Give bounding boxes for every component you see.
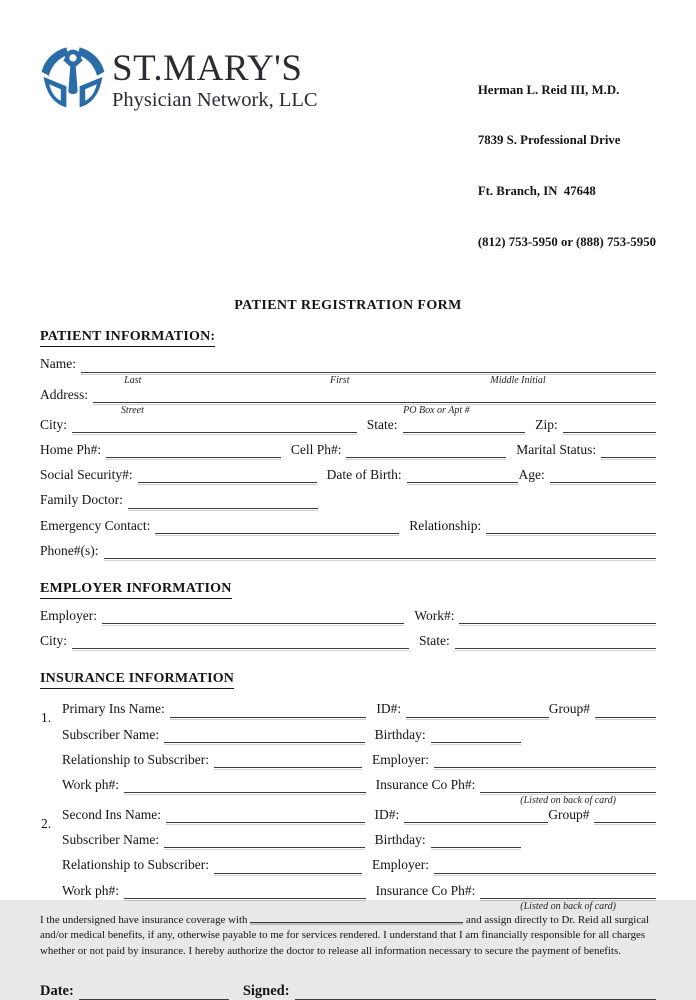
sublabel: Street <box>120 404 144 416</box>
primary-group-label: Group# <box>548 701 591 717</box>
relationship-line-wrap <box>486 533 656 534</box>
brand-subtitle: Physician Network, LLC <box>112 89 318 111</box>
second-relationship-to-subscriber-line[interactable] <box>214 873 362 874</box>
second-relationship-to-subscriber-line-wrap <box>214 873 362 874</box>
employer-line[interactable] <box>102 623 404 624</box>
form-body <box>40 329 656 912</box>
form-row <box>62 701 656 717</box>
signed-label: Signed: <box>242 983 290 1000</box>
employer-line-wrap <box>102 623 404 624</box>
employer-state-line[interactable] <box>455 648 656 649</box>
list-number: 1. <box>41 710 52 726</box>
insurance-block-2 <box>40 807 656 912</box>
primary-ins-name-line[interactable] <box>170 717 367 718</box>
second-insurance-co-phone-line-wrap <box>480 898 656 912</box>
form-row <box>40 492 656 508</box>
primary-id-line[interactable] <box>406 717 549 718</box>
second-insurance-co-phone-label: Insurance Co Ph#: <box>375 882 476 898</box>
relationship-label: Relationship: <box>409 517 482 533</box>
emergency-contact-line[interactable] <box>155 533 399 534</box>
social-security-line-wrap <box>138 482 317 483</box>
home-phone-label: Home Ph#: <box>40 442 102 458</box>
page-header <box>40 40 656 284</box>
age-line-wrap <box>550 482 656 483</box>
primary-employer-line-wrap <box>434 767 656 768</box>
date-label: Date: <box>40 983 74 1000</box>
primary-group-line-wrap <box>595 717 656 718</box>
form-row <box>40 608 656 624</box>
address-line[interactable] <box>93 402 656 403</box>
primary-id-label: ID#: <box>376 701 402 717</box>
form-row <box>40 417 656 433</box>
second-subscriber-name-line[interactable] <box>164 847 365 848</box>
primary-work-phone-label: Work ph#: <box>62 776 120 792</box>
second-work-phone-line-wrap <box>124 898 366 899</box>
sublabel: (Listed on back of card) <box>520 900 617 912</box>
form-row <box>40 467 656 483</box>
cell-phone-line-wrap <box>346 457 506 458</box>
form-row <box>40 633 656 649</box>
insurance-block-1 <box>40 701 656 807</box>
second-subscriber-name-line-wrap <box>164 847 365 848</box>
second-work-phone-label: Work ph#: <box>62 882 120 898</box>
primary-work-phone-line[interactable] <box>124 792 366 793</box>
primary-insurance-co-phone-label: Insurance Co Ph#: <box>375 776 476 792</box>
primary-work-phone-line-wrap <box>124 792 366 793</box>
home-phone-line[interactable] <box>106 457 281 458</box>
section-heading-employer: EMPLOYER INFORMATION <box>40 581 232 599</box>
second-birthday-line-wrap <box>431 847 521 848</box>
second-id-line-wrap <box>404 822 548 823</box>
address-label: Address: <box>40 386 88 402</box>
form-row <box>40 442 656 458</box>
form-row <box>62 752 656 768</box>
brand <box>40 40 318 118</box>
work-phone-line-wrap <box>459 623 656 624</box>
list-number: 2. <box>41 816 52 832</box>
primary-id-line-wrap <box>406 717 549 718</box>
primary-ins-name-label: Primary Ins Name: <box>62 701 165 717</box>
brand-name: ST.MARY'S <box>112 48 303 89</box>
sublabel: PO Box or Apt # <box>403 404 470 416</box>
primary-relationship-to-subscriber-label: Relationship to Subscriber: <box>62 751 209 767</box>
primary-relationship-to-subscriber-line-wrap <box>214 767 362 768</box>
form-row <box>62 882 656 912</box>
name-line[interactable] <box>81 372 656 373</box>
form-row <box>40 518 656 534</box>
second-subscriber-name-label: Subscriber Name: <box>62 832 160 848</box>
marital-status-label: Marital Status: <box>516 442 597 458</box>
form-row <box>62 727 656 743</box>
family-doctor-line[interactable] <box>128 508 318 509</box>
form-row <box>62 807 656 823</box>
primary-employer-label: Employer: <box>371 751 429 767</box>
employer-city-label: City: <box>40 633 68 649</box>
form-row <box>40 386 656 416</box>
state-line-wrap <box>403 432 526 433</box>
second-ins-name-line-wrap <box>166 822 365 823</box>
work-phone-line[interactable] <box>459 623 656 624</box>
sublabel: Last <box>124 374 142 386</box>
second-group-label: Group# <box>548 807 590 823</box>
date-of-birth-label: Date of Birth: <box>326 467 402 483</box>
disclaimer-text-after: and assign directly to Dr. Reid all surgical and/or medical benefits, if any, otherwise payable to me for services rendered. I understand that I am financially responsible for all charges whether or not paid by insurance. I hereby authorize the doctor to release all information necessary to secure the payment of benefits. <box>40 913 650 957</box>
phones-label: Phone#(s): <box>40 542 99 558</box>
employer-state-label: State: <box>419 633 450 649</box>
age-line[interactable] <box>550 482 656 483</box>
primary-employer-line[interactable] <box>434 767 656 768</box>
second-insurance-co-phone-line[interactable] <box>480 898 656 899</box>
sublabel: First <box>330 374 350 386</box>
city-line[interactable] <box>72 432 357 433</box>
practice-phones: (812) 753-5950 or (888) 753-5950 <box>477 234 656 249</box>
second-employer-line[interactable] <box>434 873 656 874</box>
primary-subscriber-name-line-wrap <box>164 742 365 743</box>
primary-group-line[interactable] <box>595 717 656 718</box>
relationship-line[interactable] <box>486 533 656 534</box>
practice-city-state-zip: Ft. Branch, IN 47648 <box>477 184 596 199</box>
cell-phone-line[interactable] <box>346 457 506 458</box>
primary-birthday-label: Birthday: <box>374 726 426 742</box>
second-id-line[interactable] <box>404 822 548 823</box>
primary-birthday-line-wrap <box>431 742 521 743</box>
primary-relationship-to-subscriber-line[interactable] <box>214 767 362 768</box>
address-line-wrap <box>93 402 656 416</box>
primary-ins-name-line-wrap <box>170 717 367 718</box>
second-ins-name-label: Second Ins Name: <box>62 807 161 823</box>
second-group-line-wrap <box>594 822 656 823</box>
emergency-contact-label: Emergency Contact: <box>40 517 151 533</box>
page-title: PATIENT REGISTRATION FORM <box>234 298 462 314</box>
city-label: City: <box>40 416 68 432</box>
sublabel: (Listed on back of card) <box>520 795 617 807</box>
cell-phone-label: Cell Ph#: <box>290 442 342 458</box>
state-line[interactable] <box>403 432 526 433</box>
family-doctor-line-wrap <box>128 508 318 509</box>
primary-birthday-line[interactable] <box>431 742 521 743</box>
zip-line-wrap <box>563 432 656 433</box>
form-row <box>62 857 656 873</box>
social-security-label: Social Security#: <box>40 467 133 483</box>
age-label: Age: <box>518 467 545 483</box>
second-work-phone-line[interactable] <box>124 898 366 899</box>
doctor-name: Herman L. Reid III, M.D. <box>477 82 620 97</box>
marital-status-line[interactable] <box>601 457 656 458</box>
form-row <box>62 832 656 848</box>
family-doctor-label: Family Doctor: <box>40 492 123 508</box>
second-id-label: ID#: <box>374 807 400 823</box>
work-phone-label: Work#: <box>414 607 455 623</box>
second-ins-name-line[interactable] <box>166 822 365 823</box>
zip-line[interactable] <box>563 432 656 433</box>
employer-state-line-wrap <box>455 648 656 649</box>
sublabel: Middle Initial <box>490 374 546 386</box>
second-employer-line-wrap <box>434 873 656 874</box>
social-security-line[interactable] <box>138 482 317 483</box>
employer-city-line-wrap <box>72 648 409 649</box>
phones-line[interactable] <box>104 558 657 559</box>
state-label: State: <box>366 416 398 432</box>
date-of-birth-line[interactable] <box>407 482 519 483</box>
second-employer-label: Employer: <box>371 857 429 873</box>
emergency-contact-line-wrap <box>155 533 399 534</box>
phones-line-wrap <box>104 558 657 559</box>
name-line-wrap <box>81 372 656 386</box>
primary-insurance-co-phone-line[interactable] <box>480 792 656 793</box>
date-of-birth-line-wrap <box>407 482 519 483</box>
primary-subscriber-name-line[interactable] <box>164 742 365 743</box>
form-row <box>62 776 656 807</box>
section-heading-patient: PATIENT INFORMATION: <box>40 329 215 347</box>
employer-label: Employer: <box>40 607 97 623</box>
signature-row <box>40 983 656 1000</box>
practice-street: 7839 S. Professional Drive <box>477 133 621 148</box>
section-heading-insurance: INSURANCE INFORMATION <box>40 671 234 689</box>
employer-city-line[interactable] <box>72 648 409 649</box>
home-phone-line-wrap <box>106 457 281 458</box>
assignment-of-benefits-paragraph <box>40 913 656 959</box>
second-group-line[interactable] <box>594 822 656 823</box>
form-row <box>40 356 656 386</box>
form-row <box>40 543 656 559</box>
second-relationship-to-subscriber-label: Relationship to Subscriber: <box>62 857 209 873</box>
primary-subscriber-name-label: Subscriber Name: <box>62 726 160 742</box>
disclaimer-text-before: I the undersigned have insurance coverage with <box>40 913 248 926</box>
primary-insurance-co-phone-line-wrap <box>480 792 656 807</box>
zip-label: Zip: <box>535 416 558 432</box>
insurance-coverage-with-line[interactable] <box>250 913 463 923</box>
city-line-wrap <box>72 432 357 433</box>
second-birthday-label: Birthday: <box>374 832 426 848</box>
practice-contact-block <box>478 40 656 284</box>
st-marys-logo-icon <box>40 40 106 118</box>
brand-text <box>112 40 318 112</box>
marital-status-line-wrap <box>601 457 656 458</box>
name-label: Name: <box>40 356 76 372</box>
second-birthday-line[interactable] <box>431 847 521 848</box>
